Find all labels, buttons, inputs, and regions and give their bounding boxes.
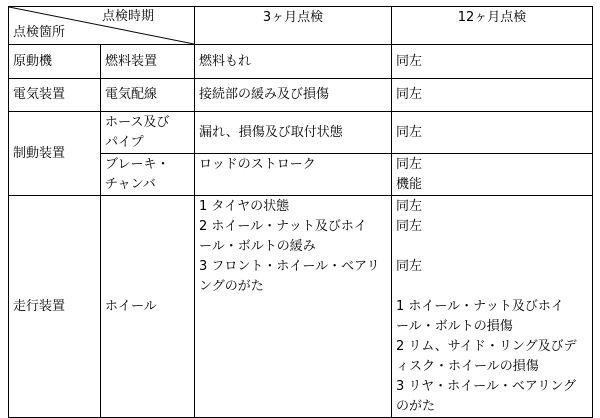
inspection-table xyxy=(8,6,593,418)
category-cell: 制動装置 xyxy=(9,112,101,196)
check12-line: ィスク・ホイールの損傷 xyxy=(396,359,539,374)
header-3month: 3ヶ月点検 xyxy=(195,7,392,45)
item-cell: ホイール xyxy=(101,196,195,418)
item-cell: 燃料装置 xyxy=(101,45,195,79)
category-cell: 原動機 xyxy=(9,45,101,79)
check12-line: 同左 xyxy=(396,259,423,274)
check3-cell: 漏れ、損傷及び取付状態 xyxy=(195,112,392,154)
item-line: チャンバ xyxy=(105,177,156,192)
item-cell xyxy=(101,154,195,196)
table-row xyxy=(9,196,593,418)
header-corner-cell xyxy=(9,7,195,45)
check3-cell: ロッドのストローク xyxy=(195,154,392,196)
check3-cell: 燃料もれ xyxy=(195,45,392,79)
table-row xyxy=(9,79,593,112)
location-label: 点検箇所 xyxy=(13,25,66,40)
check12-line: 同左 xyxy=(396,199,423,214)
check12-line: 同左 xyxy=(396,219,423,234)
item-cell: 電気配線 xyxy=(101,79,195,112)
check12-cell: 同左 xyxy=(392,79,593,112)
table-row xyxy=(9,45,593,79)
check12-cell: 同左 xyxy=(392,45,593,79)
check3-cell: 接続部の緩み及び損傷 xyxy=(195,79,392,112)
check12-line: 3 リヤ・ホイール・ベアリング xyxy=(396,379,577,394)
check12-line: 同左 xyxy=(396,157,423,172)
check3-cell xyxy=(195,196,392,418)
check3-line: 2 ホイール・ナット及びホイ xyxy=(199,219,367,234)
check3-line: ングのがた xyxy=(199,279,264,294)
table-row xyxy=(9,112,593,154)
check12-line: 2 リム、サイド・リング及びデ xyxy=(396,339,577,354)
item-line: ブレーキ・ xyxy=(105,157,170,172)
item-line: ホース及び xyxy=(105,115,170,130)
category-cell: 電気装置 xyxy=(9,79,101,112)
check12-cell: 同左 xyxy=(392,112,593,154)
check12-line: 機能 xyxy=(396,177,423,192)
period-label: 点検時期 xyxy=(101,9,154,24)
item-line: パイプ xyxy=(105,135,144,150)
check12-line: 1 ホイール・ナット及びホイ xyxy=(396,299,564,314)
check3-line: 1 タイヤの状態 xyxy=(199,199,290,214)
header-row xyxy=(9,7,593,45)
check12-cell xyxy=(392,196,593,418)
check12-cell xyxy=(392,154,593,196)
check3-line: 3 フロント・ホイール・ベアリ xyxy=(199,259,380,274)
spacer xyxy=(396,237,592,257)
spacer xyxy=(396,277,592,297)
check12-line: のがた xyxy=(396,399,436,414)
header-12month: 12ヶ月点検 xyxy=(392,7,593,45)
category-cell: 走行装置 xyxy=(9,196,101,418)
check3-line: ール・ボルトの緩み xyxy=(199,239,316,254)
check12-line: ール・ボルトの損傷 xyxy=(396,319,513,334)
item-cell xyxy=(101,112,195,154)
